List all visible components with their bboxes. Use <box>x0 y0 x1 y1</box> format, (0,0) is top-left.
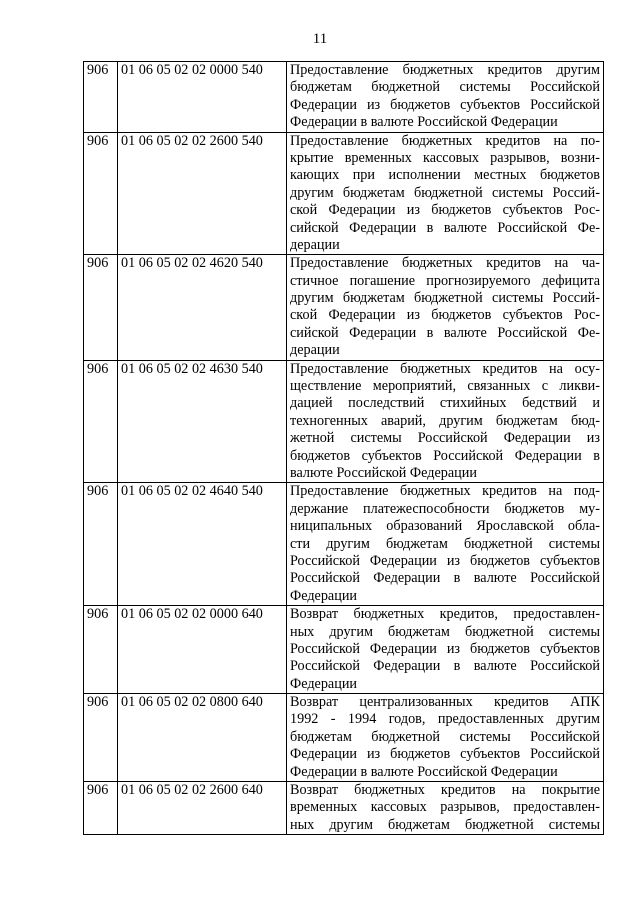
description-line: другим бюджетам бюджетной системы Россий- <box>290 184 600 201</box>
table-row <box>84 360 604 483</box>
description-line: дерации <box>290 342 340 359</box>
description-line: Федерации <box>290 675 358 692</box>
description-line: дерации <box>290 236 340 253</box>
description-line: Федерации в валюте Российской Федерации <box>290 114 558 131</box>
owner-code-cell: 906 <box>84 255 118 360</box>
description-line: другим бюджетам бюджетной системы Россий- <box>290 290 600 307</box>
description-line: бюджетам бюджетной системы Российской <box>290 728 600 745</box>
description-cell <box>287 255 604 360</box>
classification-code-cell: 01 06 05 02 02 4640 540 <box>118 483 287 606</box>
table-row <box>84 483 604 606</box>
description-line: Возврат бюджетных кредитов на покрытие <box>290 782 600 799</box>
budget-codes-table <box>83 61 604 835</box>
description-line: Федерации <box>290 587 358 604</box>
description-line: ществление мероприятий, связанных с ликви- <box>290 378 600 395</box>
description-line: сийской Федерации в валюте Российской Фе- <box>290 219 600 236</box>
description-line: ных другим бюджетам бюджетной системы <box>290 816 600 833</box>
table-row <box>84 694 604 782</box>
classification-code-cell: 01 06 05 02 02 0800 640 <box>118 694 287 782</box>
classification-code-cell: 01 06 05 02 02 2600 540 <box>118 132 287 255</box>
description-line: техногенных аварий, другим бюджетам бюд- <box>290 412 600 429</box>
description-line: Предоставление бюджетных кредитов на по- <box>290 132 600 149</box>
description-line: дацией последствий стихийных бедствий и <box>290 395 600 412</box>
description-cell <box>287 62 604 133</box>
owner-code-cell: 906 <box>84 62 118 133</box>
description-line: 1992 - 1994 годов, предоставленных другим <box>290 711 600 728</box>
table-body <box>84 62 604 835</box>
classification-code-cell: 01 06 05 02 02 0000 540 <box>118 62 287 133</box>
description-line: ниципальных образований Ярославской обла- <box>290 518 600 535</box>
description-cell <box>287 132 604 255</box>
description-line: Российской Федерации из бюджетов субъектов <box>290 640 600 657</box>
description-line: ской Федерации из бюджетов субъектов Рос- <box>290 202 600 219</box>
classification-code-cell: 01 06 05 02 02 4630 540 <box>118 360 287 483</box>
owner-code-cell: 906 <box>84 132 118 255</box>
description-line: Предоставление бюджетных кредитов на осу- <box>290 360 600 377</box>
description-line: Возврат централизованных кредитов АПК <box>290 694 600 711</box>
classification-code-cell: 01 06 05 02 02 2600 640 <box>118 782 287 835</box>
description-line: бюджетов субъектов Российской Федерации в <box>290 447 600 464</box>
classification-code-cell: 01 06 05 02 02 0000 640 <box>118 606 287 694</box>
description-line: временных кассовых разрывов, предоставлен- <box>290 799 600 816</box>
description-line: Предоставление бюджетных кредитов другим <box>290 62 600 78</box>
description-cell <box>287 606 604 694</box>
description-line: Предоставление бюджетных кредитов на под- <box>290 483 600 500</box>
description-cell <box>287 360 604 483</box>
table-row <box>84 132 604 255</box>
description-line: Предоставление бюджетных кредитов на ча- <box>290 255 600 272</box>
page-number: 11 <box>312 31 328 47</box>
table-row <box>84 62 604 133</box>
description-cell <box>287 694 604 782</box>
description-line: стичное погашение прогнозируемого дефицита <box>290 272 600 289</box>
description-cell <box>287 483 604 606</box>
description-line: валюте Российской Федерации <box>290 464 477 481</box>
owner-code-cell: 906 <box>84 360 118 483</box>
description-line: Российской Федерации в валюте Российской <box>290 658 600 675</box>
description-cell <box>287 782 604 835</box>
owner-code-cell: 906 <box>84 606 118 694</box>
classification-code-cell: 01 06 05 02 02 4620 540 <box>118 255 287 360</box>
description-line: сийской Федерации в валюте Российской Фе- <box>290 324 600 341</box>
description-line: Федерации из бюджетов субъектов Российской <box>290 746 600 763</box>
description-line: сти другим бюджетам бюджетной системы <box>290 535 600 552</box>
description-line: Российской Федерации из бюджетов субъектов <box>290 552 600 569</box>
description-line: Федерации в валюте Российской Федерации <box>290 763 558 780</box>
table-row <box>84 255 604 360</box>
owner-code-cell: 906 <box>84 483 118 606</box>
table-row <box>84 606 604 694</box>
owner-code-cell: 906 <box>84 694 118 782</box>
description-line: кающих при исполнении местных бюджетов <box>290 167 600 184</box>
owner-code-cell: 906 <box>84 782 118 835</box>
description-line: бюджетам бюджетной системы Российской <box>290 79 600 96</box>
description-line: Федерации из бюджетов субъектов Российской <box>290 96 600 113</box>
description-line: крытие временных кассовых разрывов, возни- <box>290 149 600 166</box>
description-line: Российской Федерации в валюте Российской <box>290 570 600 587</box>
description-line: держание платежеспособности бюджетов му- <box>290 500 600 517</box>
description-line: ской Федерации из бюджетов субъектов Рос- <box>290 307 600 324</box>
description-line: Возврат бюджетных кредитов, предоставлен- <box>290 606 600 623</box>
description-line: ных другим бюджетам бюджетной системы <box>290 623 600 640</box>
description-line: жетной системы Российской Федерации из <box>290 430 600 447</box>
table-row <box>84 782 604 835</box>
